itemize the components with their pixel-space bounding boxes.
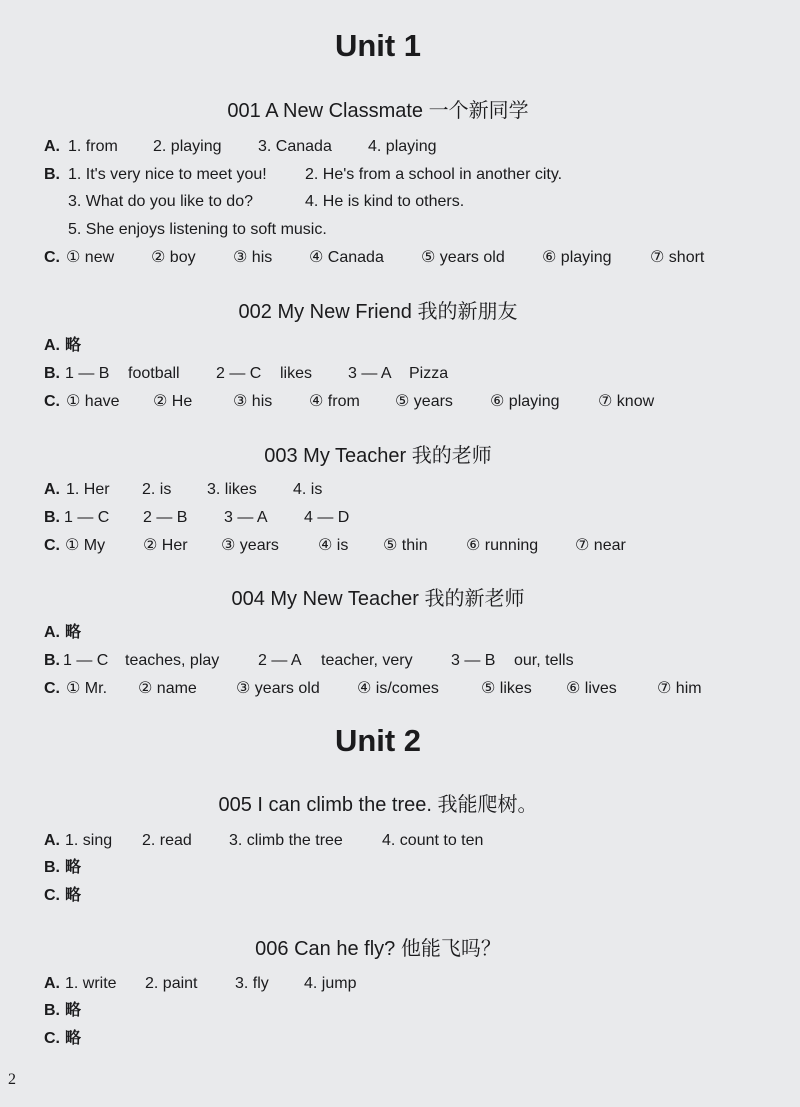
answer-item: ② boy	[151, 249, 196, 266]
answer-item: 3. What do you like to do?	[68, 193, 253, 210]
answer-item: ① Mr.	[66, 680, 108, 697]
answer-item: our, tells	[514, 652, 574, 669]
answer-item: ⑥ lives	[566, 680, 617, 697]
answer-item: 3. likes	[207, 481, 257, 498]
answer-item: 3 — A	[348, 365, 392, 382]
row-label: B.	[44, 1002, 60, 1019]
answer-item: ③ years old	[236, 680, 320, 697]
answer-item: ① new	[66, 249, 115, 266]
answer-item: 4. playing	[368, 138, 437, 155]
answer-item: 2. paint	[145, 975, 198, 992]
answer-item: ④ is/comes	[357, 680, 439, 697]
row-label: A.	[44, 481, 60, 498]
answer-item: ⑦ know	[598, 393, 655, 410]
answer-item: 5. She enjoys listening to soft music.	[68, 221, 327, 238]
row-label: B.	[44, 509, 60, 526]
answer-item: 2 — B	[143, 509, 188, 526]
answer-item: 1. write	[65, 975, 117, 992]
answer-item: 2 — C	[216, 365, 262, 382]
answer-item: 略	[65, 624, 82, 641]
answer-item: 1 — B	[65, 365, 110, 382]
answer-item: 2. playing	[153, 138, 222, 155]
row-label: C.	[44, 393, 60, 410]
answer-item: 3 — A	[224, 509, 268, 526]
answer-item: ⑥ running	[466, 537, 539, 554]
row-label: A.	[44, 624, 60, 641]
answer-item: ① My	[65, 537, 106, 554]
section-title: 002 My New Friend 我的新朋友	[238, 301, 518, 323]
answer-item: ⑤ years	[395, 393, 453, 410]
answer-item: 1 — C	[63, 652, 109, 669]
answer-item: ① have	[66, 393, 120, 410]
answer-item: 3. fly	[235, 975, 269, 992]
answer-item: ② Her	[143, 537, 188, 554]
answer-item: 略	[65, 1030, 82, 1047]
row-label: B.	[44, 365, 60, 382]
answer-item: 略	[65, 1002, 82, 1019]
answer-item: teaches, play	[125, 652, 220, 669]
answer-item: 3 — B	[451, 652, 496, 669]
section-title: 006 Can he fly? 他能飞吗？	[255, 938, 501, 960]
row-label: B.	[44, 859, 60, 876]
row-label: C.	[44, 537, 60, 554]
answer-item: ⑦ short	[650, 249, 705, 266]
answer-item: 1. Her	[66, 481, 110, 498]
answer-item: 2 — A	[258, 652, 302, 669]
row-label: A.	[44, 337, 60, 354]
section-title: 003 My Teacher 我的老师	[264, 445, 492, 467]
answer-item: 1. from	[68, 138, 118, 155]
row-label: A.	[44, 832, 60, 849]
row-label: A.	[44, 975, 60, 992]
answer-item: 1. It's very nice to meet you!	[68, 166, 267, 183]
answer-item: ② name	[138, 680, 197, 697]
answer-item: 4. He is kind to others.	[305, 193, 465, 210]
section-title: 005 I can climb the tree. 我能爬树。	[218, 794, 538, 816]
answer-item: ⑥ playing	[490, 393, 560, 410]
answer-item: 略	[65, 887, 82, 904]
answer-item: ⑦ him	[657, 680, 702, 697]
answer-item: Pizza	[409, 365, 449, 382]
answer-item: likes	[280, 365, 313, 382]
row-label: C.	[44, 680, 60, 697]
row-label: B.	[44, 166, 60, 183]
answer-item: teacher, very	[321, 652, 413, 669]
row-label: A.	[44, 138, 60, 155]
answer-item: 4. count to ten	[382, 832, 484, 849]
page-number: 2	[8, 1071, 16, 1088]
row-label: B.	[44, 652, 60, 669]
answer-item: ⑤ thin	[383, 537, 428, 554]
answer-item: ⑤ likes	[481, 680, 532, 697]
section-title: 004 My New Teacher 我的新老师	[231, 588, 525, 610]
unit-title: Unit 1	[334, 28, 422, 63]
answer-item: 2. is	[142, 481, 172, 498]
answer-item: ⑥ playing	[542, 249, 612, 266]
row-label: C.	[44, 887, 60, 904]
answer-item: ⑦ near	[575, 537, 626, 554]
answer-item: ⑤ years old	[421, 249, 505, 266]
answer-item: ③ his	[233, 249, 273, 266]
answer-item: ④ is	[318, 537, 349, 554]
section-title: 001 A New Classmate 一个新同学	[227, 100, 529, 122]
answer-item: 略	[65, 859, 82, 876]
answer-item: ③ years	[221, 537, 279, 554]
answer-item: ④ from	[309, 393, 360, 410]
answer-item: ③ his	[233, 393, 273, 410]
unit-title: Unit 2	[334, 723, 422, 758]
answer-item: 4. is	[293, 481, 323, 498]
answer-item: ④ Canada	[309, 249, 384, 266]
row-label: C.	[44, 1030, 60, 1047]
answer-item: 1 — C	[64, 509, 110, 526]
answer-item: 4 — D	[304, 509, 350, 526]
answer-item: 2. read	[142, 832, 192, 849]
answer-item: ② He	[153, 393, 193, 410]
answer-item: 1. sing	[65, 832, 113, 849]
row-label: C.	[44, 249, 60, 266]
answer-item: football	[128, 365, 180, 382]
answer-item: 4. jump	[304, 975, 357, 992]
answer-item: 3. Canada	[258, 138, 332, 155]
answer-item: 3. climb the tree	[229, 832, 343, 849]
answer-item: 略	[65, 337, 82, 354]
answer-item: 2. He's from a school in another city.	[305, 166, 563, 183]
